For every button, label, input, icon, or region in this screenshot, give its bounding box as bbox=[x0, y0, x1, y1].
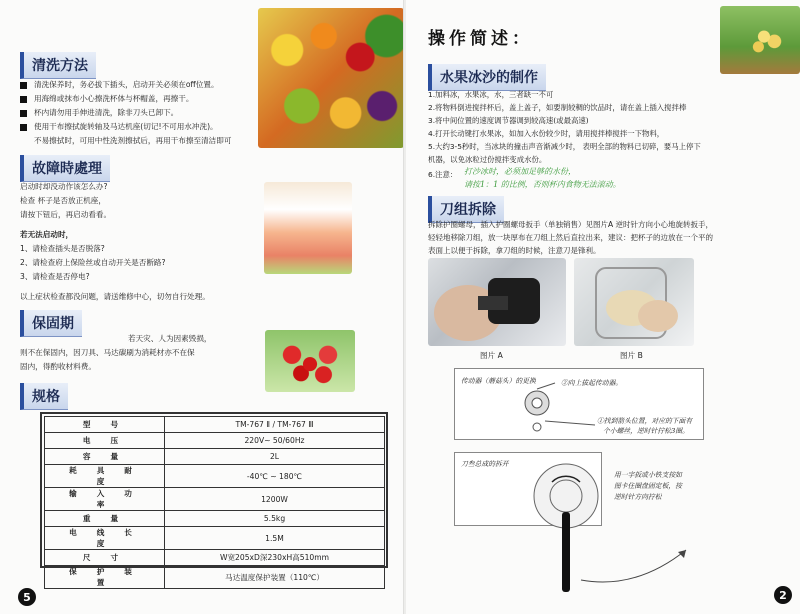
diagram1-label: 传动器（蘑菇头）的更换 bbox=[461, 377, 536, 385]
trouble-lines: 启动时却没动作该怎么办? 检查 杯子是否放正机座， 请按下钮后，再启动看看。 bbox=[20, 182, 112, 219]
trouble-checks: 若无法启动时， 1、请检查插头是否脱落? 2、请检查府上保险丝或自动开关是否断路? 3、请检查是否停电? 以上症状检查都没问题，请送维修中心，切勿自行处理。 bbox=[20, 230, 210, 301]
table-row: 重量 5.5kg bbox=[45, 511, 385, 527]
table-row: 保护装置 马达温度保护装置（110℃） bbox=[45, 566, 385, 589]
blade-removal-illustration bbox=[428, 258, 566, 346]
diagram-drive-replacement bbox=[454, 368, 704, 440]
bullet-square-icon bbox=[20, 110, 27, 117]
cherries-photo bbox=[265, 330, 355, 392]
clean-list bbox=[20, 78, 231, 148]
table-row: 电线长度 1.5M bbox=[45, 527, 385, 550]
basket-photo bbox=[720, 6, 800, 74]
bullet-square-icon bbox=[20, 82, 27, 89]
blade-paragraph: 拆除护圈螺母，插入护圈螺母扳手（单独销售）见图片A 逆时针方向小心地旋转扳手， 轻轻地移除刀组，放一块厚布在刀组上然后直拉出来，建议：把杯子的边放在一个平的 表面上以便于拆除，拿刀组的时候，注意刀是锋利。 bbox=[428, 220, 714, 255]
fruit-photo bbox=[258, 8, 404, 148]
spec-title: 规格 bbox=[20, 383, 68, 410]
bullet-square-icon bbox=[20, 124, 27, 131]
table-row: 输入功率 1200W bbox=[45, 488, 385, 511]
list-item: 清洗保养时，务必拔下插头，启动开关必须在off位置。 bbox=[20, 78, 231, 92]
diagram2-note: 用一字扳或小铁支按如 图卡住圈盘固定板，按 逆时针方向拧松 bbox=[614, 471, 682, 501]
photo-a bbox=[428, 258, 566, 346]
diagram2-label: 刀叁总成的拆开 bbox=[461, 460, 509, 468]
table-row: 容量 2L bbox=[45, 449, 385, 465]
clean-title: 清洗方法 bbox=[20, 52, 96, 79]
smoothie-steps: 1.加料冰，水果冰，水，三者缺一不可 2.将物料倒进搅拌杯后，盖上盖子，如要制较稠的饮品时，请在盖上插入搅拌棒 3.将中间位置的速度调节器调到较高速(或最高速) 4.打开长动键打水果冰，如加入水份较少时，请用搅拌棒搅拌一下物料， 5.大约3-5秒时，当冰块的撞击声音渐减少时， 表明全部的物料已切碎，要马上停下 机器，以免冰粒过份搅拌变成水份。 bbox=[428, 90, 701, 164]
diagram1-step2: ②向上拔起传动器。 bbox=[561, 379, 623, 387]
page-number-left: 5 bbox=[18, 588, 36, 606]
right-page bbox=[406, 0, 800, 614]
blade-title: 刀组拆除 bbox=[428, 196, 504, 223]
spec-table bbox=[44, 416, 385, 589]
trouble-title: 故障時處理 bbox=[20, 155, 110, 182]
blade-assembly-illustration bbox=[574, 258, 694, 346]
table-row: 耗具耐度 -40℃ ~ 180℃ bbox=[45, 465, 385, 488]
list-item: 用海绵或抹布小心擦洗杯体与杯帽盖，再擦干。 bbox=[20, 92, 231, 106]
juice-photo bbox=[264, 182, 352, 274]
clean-extra: 不易擦拭时，可用中性洗剂擦拭后，再用干布擦至清洁即可 bbox=[34, 136, 232, 145]
warranty-title: 保固期 bbox=[20, 310, 82, 337]
diagram1-step1b: 个小螺丝，逆时针拧松3圈。 bbox=[603, 427, 689, 435]
page-number-right: 2 bbox=[774, 586, 792, 604]
photo-b bbox=[574, 258, 694, 346]
warranty-text: 若天灾、人为因素毁损， 则不在保固内，因刀具、马达碳刷为消耗材亦不在保 固内，得酌收材料费。 bbox=[20, 334, 212, 371]
caption-a: 图片 A bbox=[480, 351, 503, 360]
bullet-square-icon bbox=[20, 96, 27, 103]
smoothie-title: 水果冰沙的制作 bbox=[428, 64, 546, 91]
list-item: 使用干布擦拭旋转轴及马达机座(切记!不可用水冲洗)。 bbox=[20, 120, 231, 134]
smoothie-note-label: 6.注意： bbox=[428, 170, 458, 179]
table-row: 型号 TM-767 Ⅱ / TM-767 Ⅲ bbox=[45, 417, 385, 433]
table-row: 尺寸 W宽205xD深230xH高510mm bbox=[45, 550, 385, 566]
diagram1-step1a: ①找到箭头位置，对应的下面有 bbox=[597, 417, 693, 425]
smoothie-note: 打沙冰时，必须加足够的水份， 请按1：1 的比例，否则杯内食物无法滚动。 bbox=[464, 167, 621, 189]
right-heading: 操作简述： bbox=[428, 29, 533, 49]
list-item: 杯内请勿用手伸进清洗，除非刀头已卸下。 bbox=[20, 106, 231, 120]
rotation-arrow-icon bbox=[576, 540, 696, 590]
caption-b: 图片 B bbox=[620, 351, 643, 360]
table-row: 电压 220V~ 50/60Hz bbox=[45, 433, 385, 449]
